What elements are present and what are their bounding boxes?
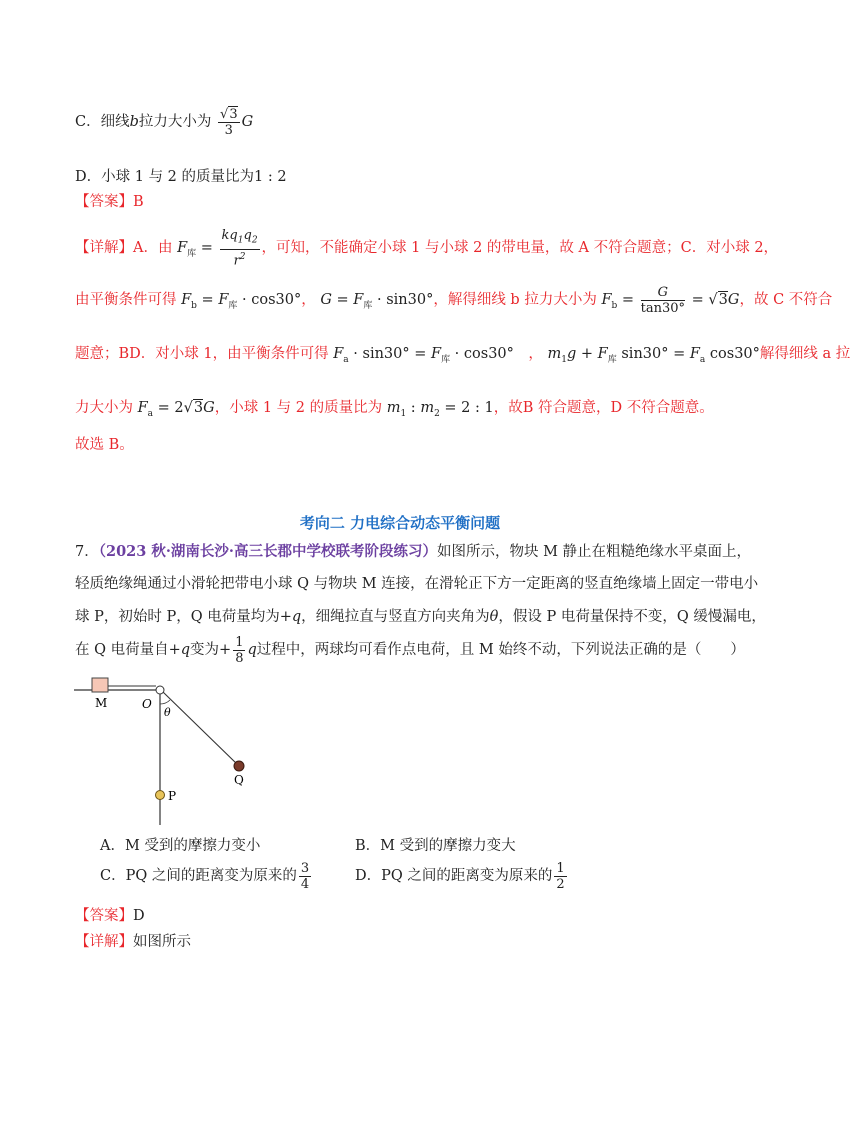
- sqrt3-over-3: $\frac{√3}{3}$: [220, 106, 238, 138]
- q7-option-c: C．PQ 之间的距离变为原来的 $\frac{3}{4}$: [100, 860, 310, 892]
- q6-conclusion: 故选 B。: [75, 437, 134, 453]
- q7-stem-line-2: 轻质绝缘绳通过小滑轮把带电小球 Q 与物块 M 连接，在滑轮正下方一定距离的竖直绝缘墙上固定一带电小: [75, 576, 759, 592]
- rope-to-q: [163, 692, 238, 765]
- q6-detail-line-3: 题意；BD．对小球 1，由平衡条件可得 $F_a \cdot \sin 30^\circ = F_库 \cdot \cos 30^\circ$ ， $m_1g + F_库$ $\sin 30^\circ = F_a$ cos30°解得细线 a 拉: [75, 346, 850, 365]
- q7-stem-line-1: 7．（2023 秋·湖南长沙·高三长郡中学校联考阶段练习）如图所示，物块 M 静止在粗糙绝缘水平桌面上，: [75, 543, 752, 560]
- label-q: Q: [234, 773, 244, 787]
- ball-p: [156, 791, 165, 800]
- q7-option-a: A．M 受到的摩擦力变小: [100, 838, 261, 854]
- theta-arc: [160, 700, 170, 704]
- q6-detail-line-2: 由平衡条件可得 $F_b = F_库 \cdot \cos 30^\circ$， $G = F_库 \cdot \sin 30^\circ$，解得细线 b 拉力大小为 $F_b$ = $\frac{G}{\tan 30^\circ}$ = √3G，故 C 不符合: [75, 284, 833, 316]
- pulley: [156, 686, 164, 694]
- q7-stem-line-3: 球 P，初始时 P，Q 电荷量均为+q，细绳拉直与竖直方向夹角为θ，假设 P 电荷量保持不变，Q 缓慢漏电，: [75, 609, 766, 625]
- label-m: M: [95, 696, 108, 710]
- label-theta: θ: [164, 706, 171, 719]
- q7-figure: [60, 670, 270, 830]
- q7-stem-line-4: 在 Q 电荷量自+q变为+ $\frac{1}{8}$ q过程中，两球均可看作点电荷，且 M 始终不动，下列说法正确的是（ ）: [75, 634, 745, 666]
- label-o: O: [142, 697, 152, 711]
- q7-source: （2023 秋·湖南长沙·高三长郡中学校联考阶段练习）: [98, 543, 437, 560]
- q7-option-b: B．M 受到的摩擦力变大: [355, 838, 516, 854]
- q6-answer: 【答案】B: [75, 194, 144, 210]
- section-heading: 考向二 力电综合动态平衡问题: [299, 514, 501, 532]
- block-m: [92, 678, 108, 692]
- ball-q: [234, 761, 244, 771]
- q7-detail: 【详解】如图所示: [75, 934, 191, 950]
- label-p: P: [168, 789, 177, 803]
- q6-option-d: D．小球 1 与 2 的质量比为1 : 2: [75, 169, 287, 185]
- q6-detail-line-4: 力大小为 $F_a = 2√3G$，小球 1 与 2 的质量比为 $m_1$ : $m_2 = 2$ : 1，故B 符合题意，D 不符合题意。: [75, 400, 714, 419]
- q7-option-d: D．PQ 之间的距离变为原来的 $\frac{1}{2}$: [355, 860, 565, 892]
- q7-answer: 【答案】D: [75, 908, 145, 924]
- q6-option-c: C．细线b拉力大小为 $\frac{√3}{3}$ G: [75, 106, 254, 138]
- q6-detail-line-1: 【详解】A．由 $F_库$ = $\frac{kq_1q_2}{r^2}$ ，可知，不能确定小球 1 与小球 2 的带电量，故 A 不符合题意；C．对小球 2，: [75, 228, 779, 268]
